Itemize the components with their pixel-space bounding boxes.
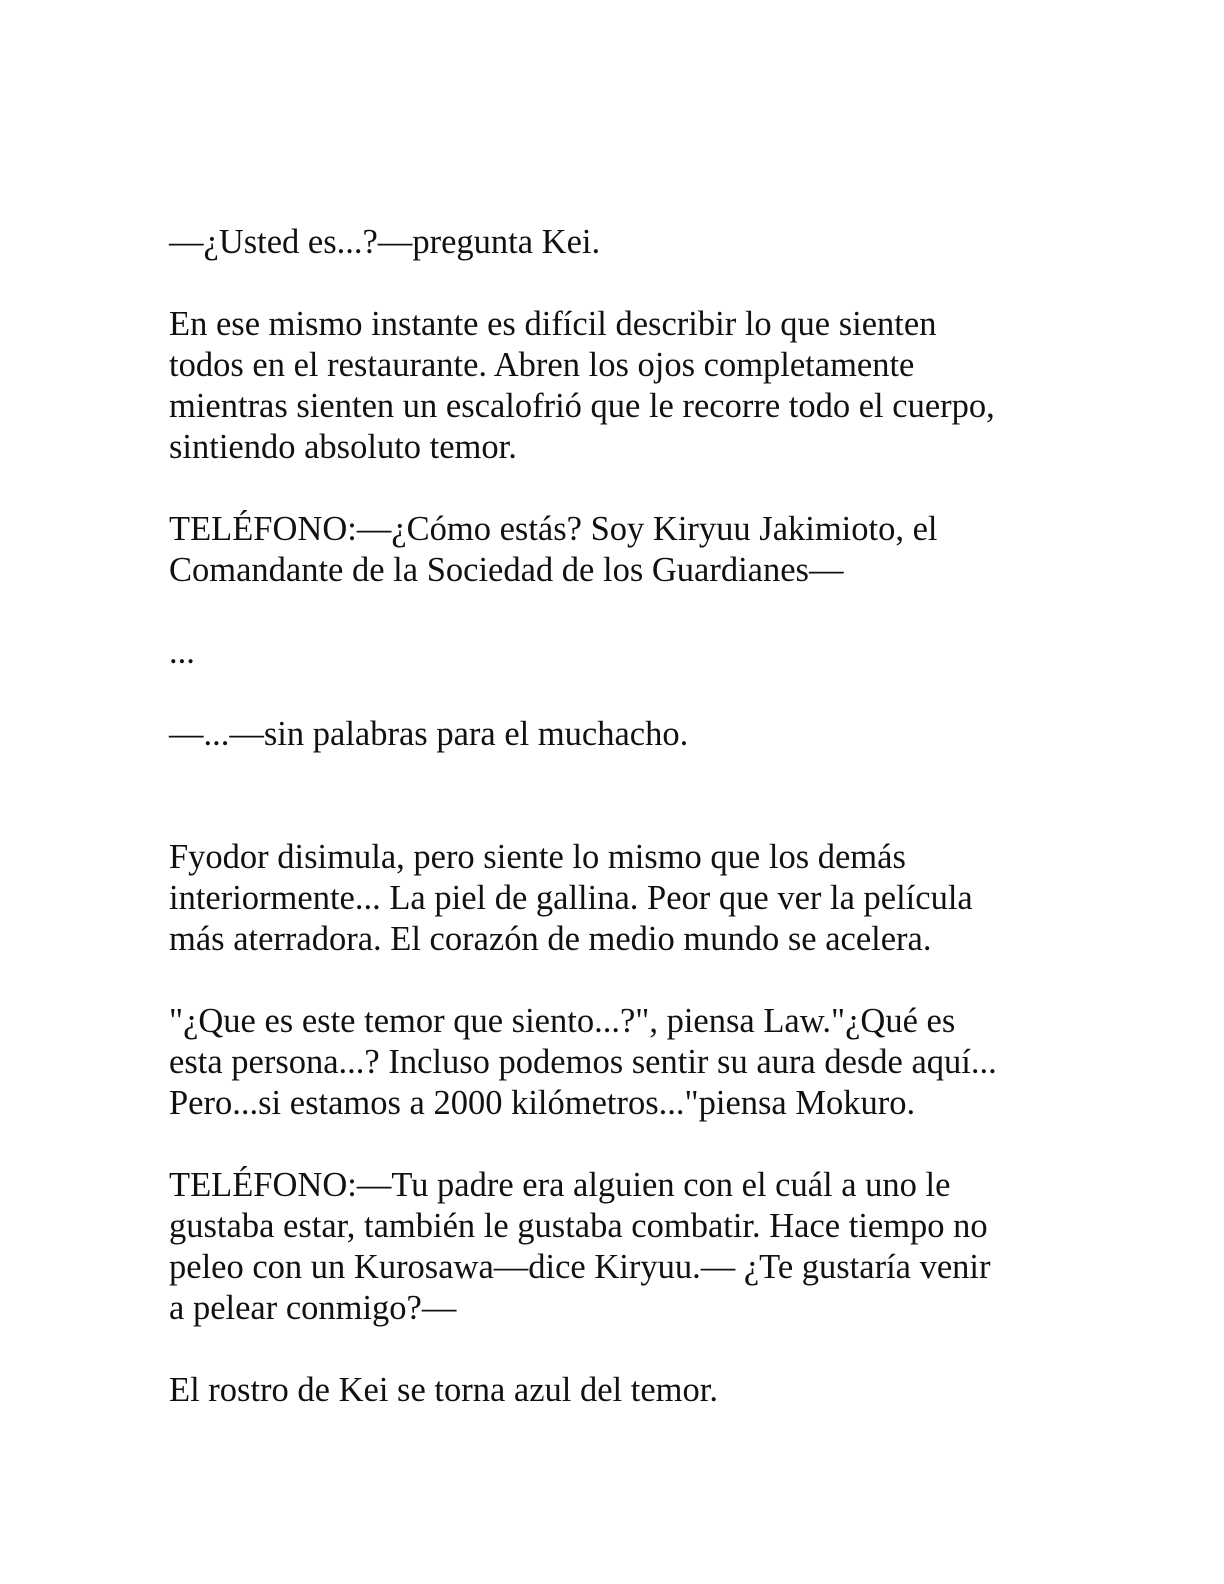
paragraph-8: TELÉFONO:—Tu padre era alguien con el cuál a uno le gustaba estar, también le gustaba combatir. Hace tiempo no peleo con un Kurosawa—dice Kiryuu.— ¿Te gustaría venir a pelear conmigo?— [169, 1166, 991, 1327]
paragraph-9: El rostro de Kei se torna azul del temor. [169, 1371, 718, 1409]
paragraph-3: TELÉFONO:—¿Cómo estás? Soy Kiryuu Jakimioto, el Comandante de la Sociedad de los Guardianes— [169, 510, 938, 589]
paragraph-5: —...—sin palabras para el muchacho. [169, 715, 689, 753]
paragraph-6: Fyodor disimula, pero siente lo mismo que los demás interiormente... La piel de gallina. Peor que ver la película más aterradora. El corazón de medio mundo se acelera. [169, 838, 973, 958]
document-page [169, 222, 1049, 1452]
paragraph-7: "¿Que es este temor que siento...?", piensa Law."¿Qué es esta persona...? Incluso podemos sentir su aura desde aquí... Pero...si estamos a 2000 kilómetros..."piensa Mokuro. [169, 1002, 997, 1122]
paragraph-4: ... [169, 633, 195, 671]
paragraph-1: —¿Usted es...?—pregunta Kei. [169, 223, 601, 261]
paragraph-2: En ese mismo instante es difícil describir lo que sienten todos en el restaurante. Abren los ojos completamente mientras sienten un escalofrió que le recorre todo el cuerpo, sintiendo absoluto temor. [169, 305, 995, 466]
